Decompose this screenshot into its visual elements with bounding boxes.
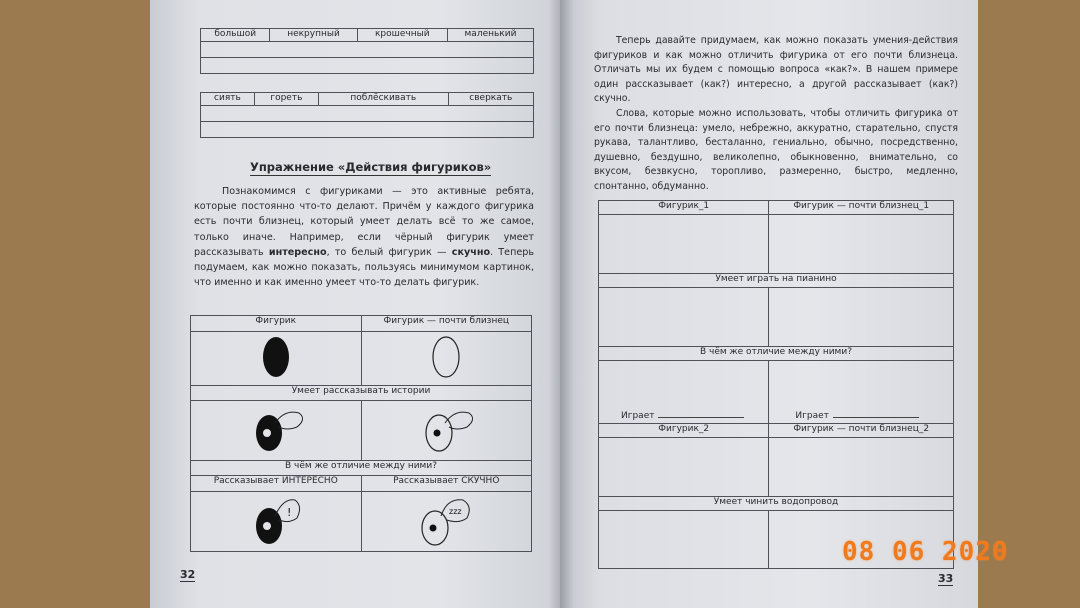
figure-table bbox=[190, 315, 532, 552]
blank-cell bbox=[769, 288, 954, 347]
answer-line bbox=[658, 417, 744, 418]
plays-left-cell bbox=[599, 361, 769, 424]
boring-figure-icon bbox=[411, 492, 481, 548]
intro-bold-2: скучно bbox=[451, 246, 491, 258]
skill-row: Умеет рассказывать истории bbox=[191, 386, 532, 401]
exclamation-text: ! bbox=[286, 506, 292, 519]
blank-row bbox=[201, 58, 534, 74]
col-header-twin-1: Фигурик — почти близнец_1 bbox=[769, 201, 954, 215]
col-header-twin-2: Фигурик — почти близнец_2 bbox=[769, 424, 954, 438]
intro-text-2: , то белый фигурик — bbox=[326, 246, 452, 258]
blank-row bbox=[201, 106, 534, 122]
plays-right-cell bbox=[769, 361, 954, 424]
white-figure-icon bbox=[426, 332, 466, 382]
word-cell: сиять bbox=[201, 93, 255, 106]
diff-right-label: Рассказывает СКУЧНО bbox=[361, 476, 532, 492]
sleep-text: zzz bbox=[449, 507, 462, 516]
storyteller-white-cell bbox=[361, 401, 532, 461]
col-header-twin: Фигурик — почти близнец bbox=[361, 316, 532, 332]
blank-cell bbox=[769, 438, 954, 497]
right-paragraph-1: Теперь давайте придумаем, как можно показать умения-действия фигуриков и как можно отличить фигурика от его почти близнеца. Отличать мы их будем с помощью вопроса «как?». В нашем примере один рассказывает (как?) интересно, а другой рассказывает (как?) скучно. bbox=[594, 35, 958, 105]
interesting-cell bbox=[191, 492, 362, 552]
word-cell: поблёскивать bbox=[318, 93, 448, 106]
right-page bbox=[560, 0, 978, 608]
black-storyteller-icon bbox=[241, 401, 311, 457]
right-paragraph-2: Слова, которые можно использовать, чтобы отличить фигурика от его почти близнеца: умело, небрежно, аккуратно, старательно, спустя рукава, талантливо, бесталанно, гениально, обычно, посредственно, душевно, бездушно, великолепно, обыкновенно, внимательно, со вкусом, безвкусно, торопливо, размеренно, быстро, медленно, спонтанно, обдуманно. bbox=[594, 108, 958, 192]
exercise-title: Упражнение «Действия фигуриков» bbox=[250, 160, 492, 174]
intro-text-1: Познакомимся с фигуриками — это активные ребята, которые постоянно что-то делают. Причём у каждого фигурика есть почти близнец, который умеет делать всё то же самое, только иначе. Например, если чёрный фигурик умеет рассказывать bbox=[194, 186, 534, 258]
difference-row: В чём же отличие между ними? bbox=[191, 461, 532, 476]
figure-white-cell bbox=[361, 332, 532, 386]
word-cell: маленький bbox=[447, 29, 533, 42]
answer-line bbox=[833, 417, 919, 418]
col-header-figure-2: Фигурик_2 bbox=[599, 424, 769, 438]
interesting-figure-icon bbox=[241, 492, 311, 548]
blank-row bbox=[201, 122, 534, 138]
word-cell: большой bbox=[201, 29, 270, 42]
intro-bold-1: интересно bbox=[268, 246, 327, 258]
intro-text-3: . Теперь подумаем, как можно показать, пользуясь минимумом картинок, что именно и как именно умеет что-то делать фигурик. bbox=[194, 246, 534, 289]
word-cell: некрупный bbox=[270, 29, 357, 42]
word-cell: гореть bbox=[254, 93, 318, 106]
word-cell: сверкать bbox=[448, 93, 533, 106]
word-cell: крошечный bbox=[357, 29, 447, 42]
storyteller-black-cell bbox=[191, 401, 362, 461]
figure-black-cell bbox=[191, 332, 362, 386]
black-figure-icon bbox=[256, 332, 296, 382]
plays-right-label: Играет bbox=[795, 411, 829, 421]
plays-left-label: Играет bbox=[621, 411, 655, 421]
difference-row-right: В чём же отличие между ними? bbox=[599, 347, 954, 361]
page-number-left: 32 bbox=[180, 568, 196, 581]
col-header-figure-1: Фигурик_1 bbox=[599, 201, 769, 215]
page-number-right: 33 bbox=[938, 572, 954, 585]
blank-cell bbox=[599, 438, 769, 497]
action-table bbox=[598, 200, 954, 569]
blank-cell bbox=[599, 511, 769, 569]
blank-cell bbox=[599, 288, 769, 347]
adjectives-table bbox=[200, 28, 534, 74]
verbs-table bbox=[200, 92, 534, 138]
blank-cell bbox=[599, 215, 769, 274]
skill-piano-row: Умеет играть на пианино bbox=[599, 274, 954, 288]
date-stamp: 08 06 2020 bbox=[842, 537, 1009, 567]
blank-cell bbox=[769, 215, 954, 274]
intro-paragraph bbox=[194, 184, 534, 290]
white-storyteller-icon bbox=[411, 401, 481, 457]
skill-plumbing-row: Умеет чинить водопровод bbox=[599, 497, 954, 511]
boring-cell bbox=[361, 492, 532, 552]
blank-row bbox=[201, 42, 534, 58]
diff-left-label: Рассказывает ИНТЕРЕСНО bbox=[191, 476, 362, 492]
col-header-figure: Фигурик bbox=[191, 316, 362, 332]
left-page bbox=[150, 0, 562, 608]
